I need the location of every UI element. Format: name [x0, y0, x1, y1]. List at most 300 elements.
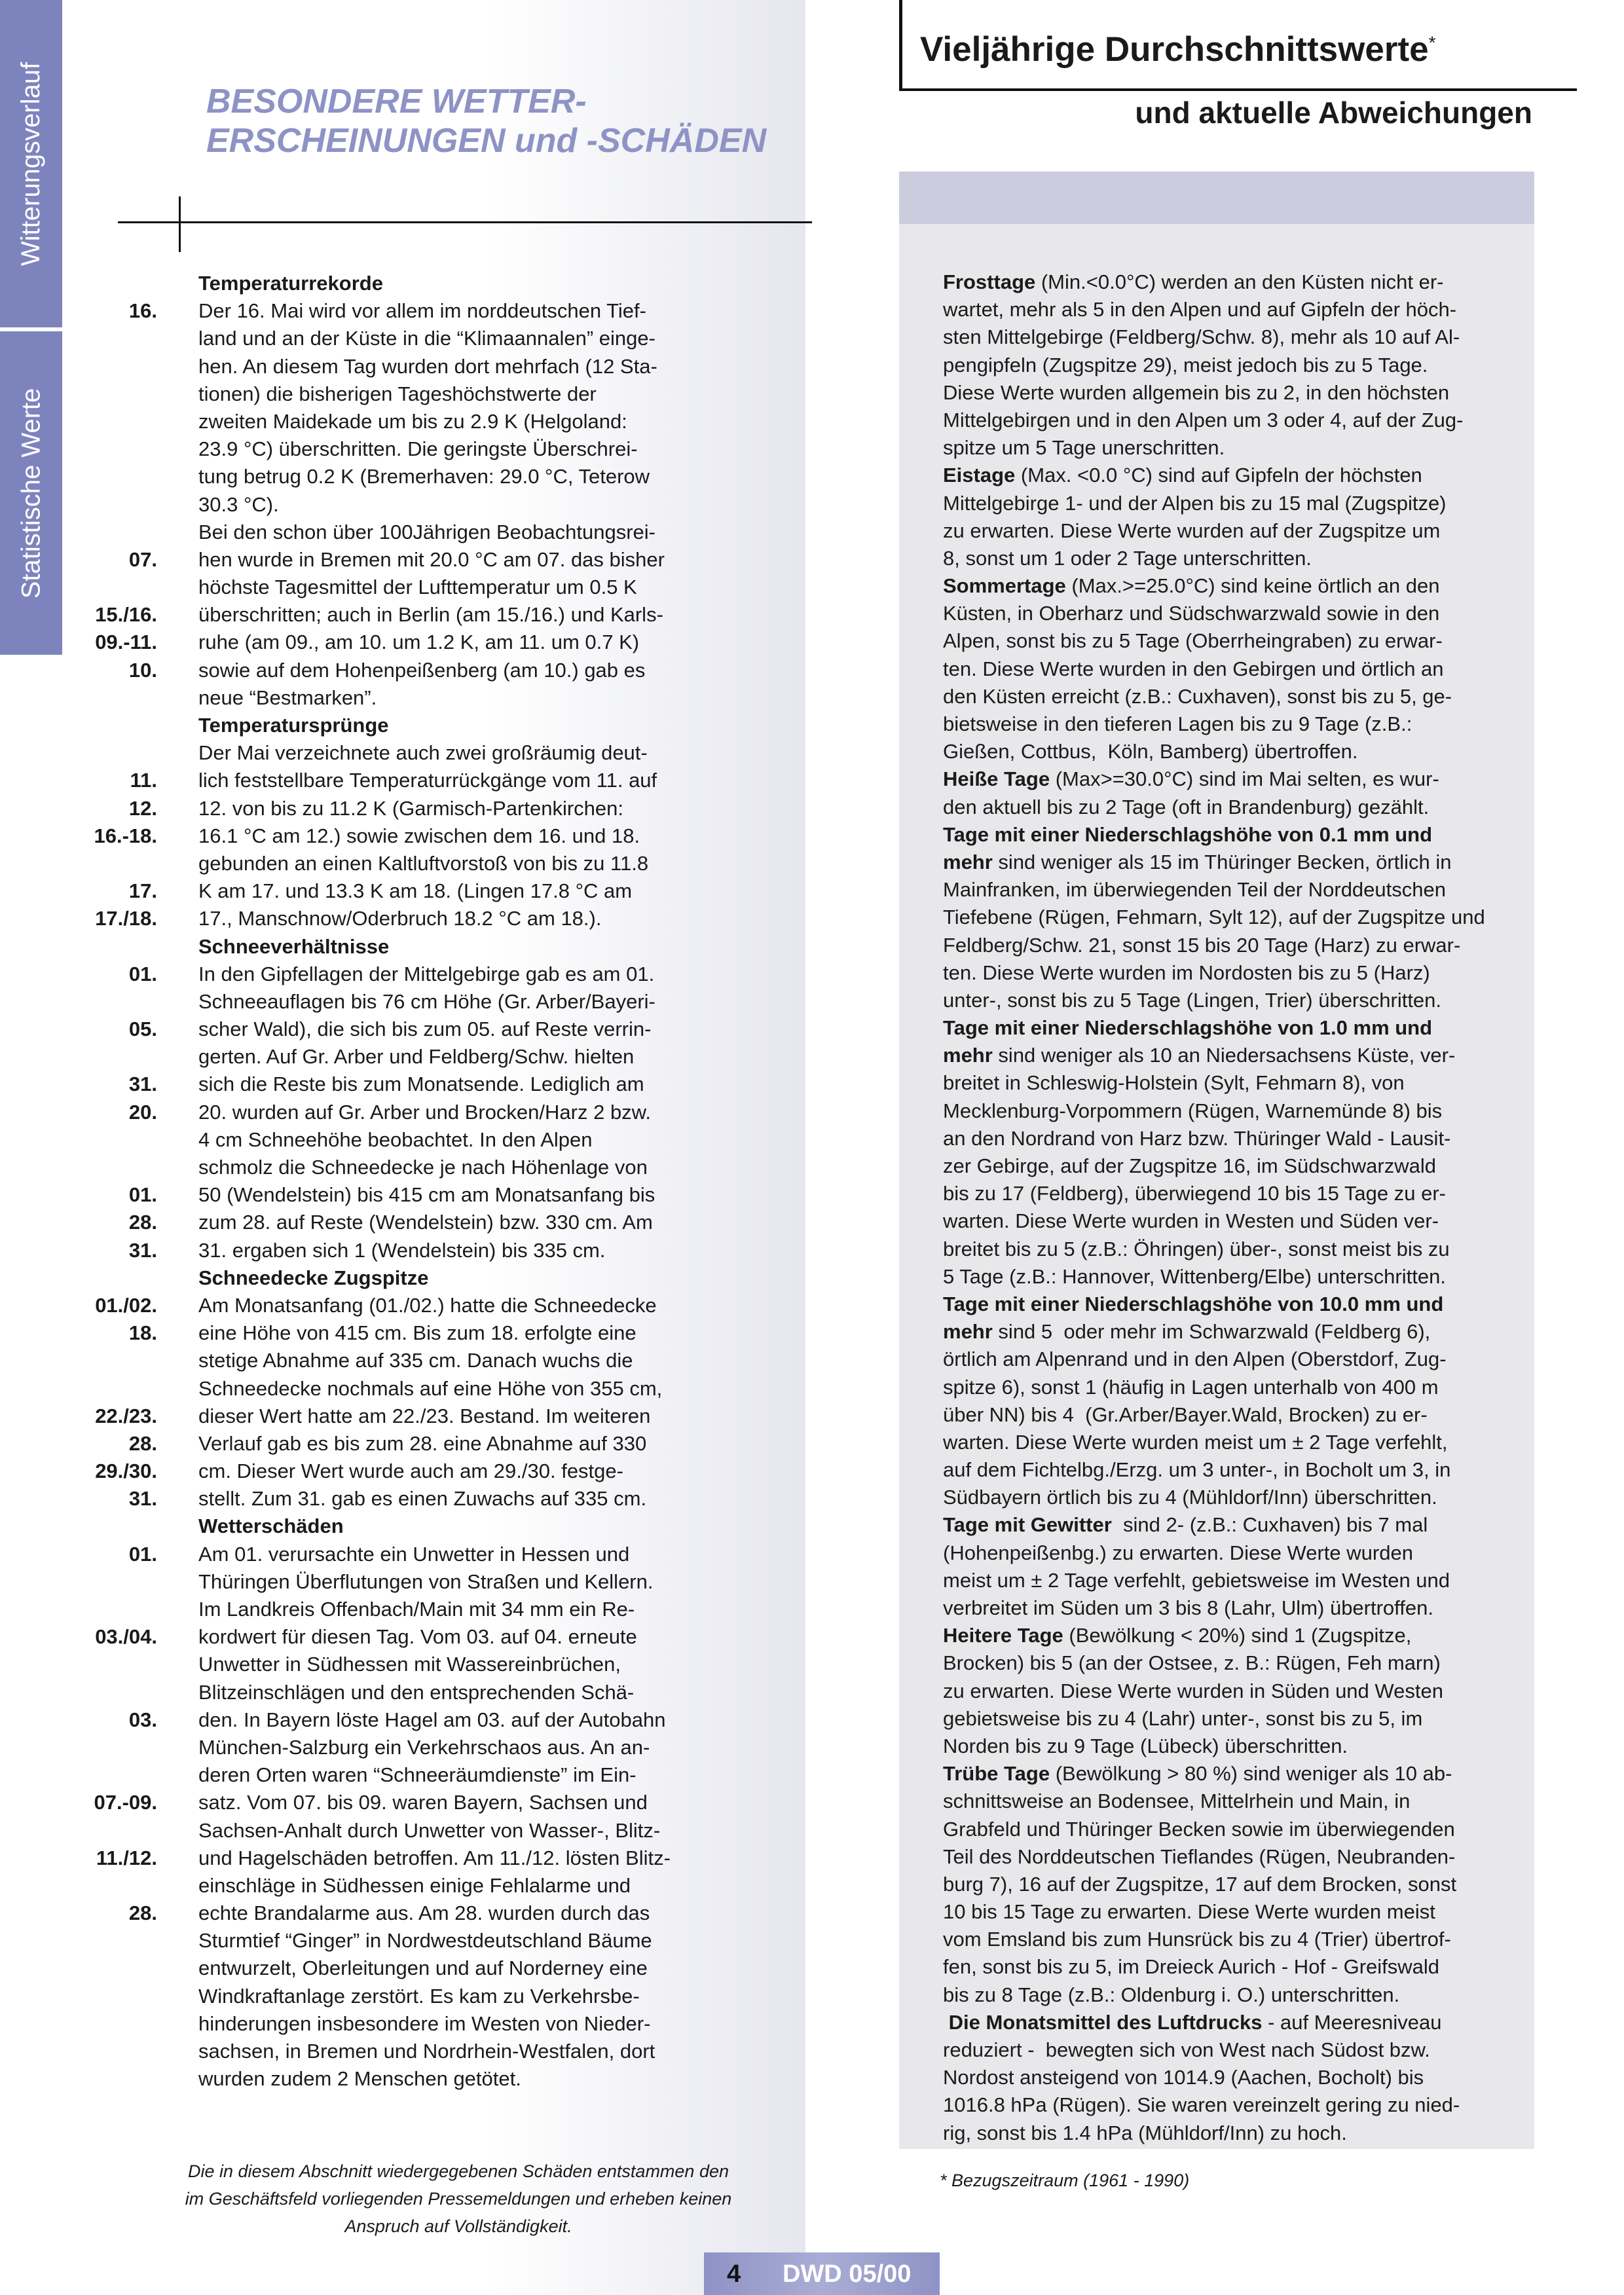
text-line	[943, 600, 1519, 627]
section-title	[206, 82, 796, 160]
text-row	[72, 601, 792, 629]
sidebar-tab-label: Witterungsverlauf	[16, 62, 46, 266]
day-marker: 16.-18.	[94, 824, 157, 847]
text-segment: Gießen, Cottbus, Köln, Bamberg) übertroffen.	[943, 740, 1358, 763]
day-marker: 31.	[128, 1487, 157, 1511]
text-line	[943, 710, 1519, 738]
text-segment: sten Mittelgebirge (Feldberg/Schw. 8), mehr als 10 auf Al-	[943, 325, 1460, 349]
text-segment: vom Emsland bis zum Hunsrück bis zu 4 (Trier) übertrof-	[943, 1928, 1451, 1951]
text-segment: gebietsweise bis zu 4 (Lahr) unter-, sonst bis zu 5, im	[943, 1706, 1423, 1730]
text-line	[943, 2091, 1519, 2119]
text-row	[72, 546, 792, 574]
subheading: Temperatursprünge	[198, 714, 389, 737]
body-line: neue “Bestmarken”.	[198, 686, 377, 709]
text-segment: verbreitet im Süden um 3 bis 8 (Lahr, Ulm) übertroffen.	[943, 1596, 1433, 1619]
text-segment: Mittelgebirgen und in den Alpen um 3 oder 4, auf der Zug-	[943, 408, 1464, 431]
text-line	[943, 904, 1519, 931]
day-marker: 17.	[128, 879, 157, 903]
text-line	[943, 545, 1519, 572]
body-line: lich feststellbare Temperaturrückgänge vom 11. auf	[198, 769, 657, 792]
text-row	[72, 519, 792, 546]
body-line: 16.1 °C am 12.) sowie zwischen dem 16. und 18.	[198, 824, 640, 847]
body-line: deren Orten waren “Schneeräumdienste” im Ein-	[198, 1763, 637, 1787]
text-row	[72, 2065, 792, 2093]
text-row	[72, 933, 792, 961]
day-marker: 01.	[128, 962, 157, 985]
bold-term: Tage mit einer Niederschlagshöhe von 0.1 mm und	[943, 822, 1433, 846]
text-line	[943, 1180, 1519, 1207]
day-marker: 11./12.	[96, 1846, 157, 1869]
text-line	[943, 1456, 1519, 1484]
body-line: 31. ergaben sich 1 (Wendelstein) bis 335 cm.	[198, 1238, 606, 1262]
day-marker: 31.	[128, 1238, 157, 1262]
text-row	[72, 270, 792, 297]
text-segment: sind 5 oder mehr im Schwarzwald (Feldberg 6),	[992, 1320, 1431, 1344]
text-segment: bietsweise in den tieferen Lagen bis zu 9 Tage (z.B.:	[943, 712, 1412, 735]
text-line	[943, 1511, 1519, 1539]
body-line: kordwert für diesen Tag. Vom 03. auf 04. erneute	[198, 1625, 637, 1649]
text-segment: unter-, sonst bis zu 5 Tage (Lingen, Trier) überschritten.	[943, 988, 1442, 1012]
text-line	[943, 2064, 1519, 2091]
text-row	[72, 1264, 792, 1292]
text-line	[943, 517, 1519, 545]
body-line: zum 28. auf Reste (Wendelstein) bzw. 330 cm. Am	[198, 1211, 653, 1234]
text-row	[72, 657, 792, 684]
text-segment: fen, sonst bis zu 5, im Dreieck Aurich - Hof - Greifswald	[943, 1955, 1440, 1979]
sidebar-tab-statistische-werte[interactable]	[0, 331, 62, 655]
text-segment: Diese Werte wurden allgemein bis zu 2, in den höchsten	[943, 380, 1450, 404]
text-line	[943, 490, 1519, 517]
text-segment: zer Gebirge, auf der Zugspitze 16, im Südschwarzwald	[943, 1154, 1436, 1177]
text-line	[943, 1622, 1519, 1649]
body-line: echte Brandalarme aus. Am 28. wurden durch das	[198, 1901, 650, 1925]
text-line	[943, 959, 1519, 987]
text-line	[943, 1539, 1519, 1567]
right-subtitle: und aktuelle Abweichungen	[1135, 96, 1532, 130]
weather-events-text	[72, 270, 792, 2093]
text-line	[943, 296, 1519, 323]
text-line	[943, 1981, 1519, 2009]
body-line: Windkraftanlage zerstört. Es kam zu Verkehrsbe-	[198, 1984, 640, 2008]
body-line: Schneedecke nochmals auf eine Höhe von 355 cm,	[198, 1376, 663, 1400]
text-segment: Nordost ansteigend von 1014.9 (Aachen, Bocholt) bis	[943, 2066, 1424, 2089]
text-segment: spitze 6), sonst 1 (häufig in Lagen unterhalb von 400 m	[943, 1375, 1439, 1399]
body-line: stetige Abnahme auf 335 cm. Danach wuchs die	[198, 1349, 633, 1372]
day-marker: 01.	[128, 1183, 157, 1207]
text-segment: burg 7), 16 auf der Zugspitze, 17 auf dem Brocken, sonst	[943, 1872, 1457, 1896]
issue-label: DWD 05/00	[783, 2260, 912, 2288]
body-line: hen wurde in Bremen mit 20.0 °C am 07. das bisher	[198, 547, 665, 571]
note-line: im Geschäftsfeld vorliegenden Pressemeldungen und erheben keinen	[185, 2189, 732, 2209]
text-row	[72, 325, 792, 352]
text-row	[72, 1817, 792, 1845]
text-row	[72, 1789, 792, 1816]
text-segment: meist um ± 2 Tage verfehlt, gebietsweise im Westen und	[943, 1568, 1450, 1592]
text-row	[72, 1955, 792, 1982]
text-line	[943, 1816, 1519, 1843]
body-line: einschläge in Südhessen einige Fehlalarme und	[198, 1873, 631, 1897]
text-segment: schnittsweise an Bodensee, Mittelrhein und Main, in	[943, 1790, 1411, 1813]
text-line	[943, 1401, 1519, 1429]
text-line	[943, 1926, 1519, 1953]
day-marker: 18.	[128, 1321, 157, 1345]
text-row	[72, 1126, 792, 1154]
text-segment: ten. Diese Werte wurden im Nordosten bis zu 5 (Harz)	[943, 961, 1430, 984]
text-line	[943, 987, 1519, 1014]
text-row	[72, 905, 792, 932]
day-marker: 20.	[128, 1100, 157, 1124]
bold-term: mehr	[943, 1044, 993, 1067]
text-row	[72, 1154, 792, 1181]
text-segment: Mecklenburg-Vorpommern (Rügen, Warnemünde 8) bis	[943, 1099, 1443, 1122]
day-marker: 03./04.	[95, 1625, 157, 1649]
day-marker: 16.	[128, 299, 157, 323]
text-row	[72, 435, 792, 463]
day-marker: 01./02.	[95, 1293, 157, 1317]
text-row	[72, 684, 792, 712]
text-row	[72, 574, 792, 601]
text-segment: 5 Tage (z.B.: Hannover, Wittenberg/Elbe) unterschritten.	[943, 1264, 1446, 1288]
text-line	[943, 1263, 1519, 1291]
bold-term: Die Monatsmittel des Luftdrucks	[943, 2010, 1263, 2034]
subheading: Temperaturrekorde	[198, 272, 383, 295]
body-line: überschritten; auch in Berlin (am 15./16.) und Karls-	[198, 603, 663, 627]
text-segment: zu erwarten. Diese Werte wurden in Süden und Westen	[943, 1679, 1443, 1702]
text-segment: Tiefebene (Rügen, Fehmarn, Sylt 12), auf der Zugspitze und	[943, 906, 1485, 929]
text-row	[72, 1596, 792, 1623]
text-row	[72, 408, 792, 435]
right-title-mark: *	[1428, 32, 1436, 53]
body-line: tung betrug 0.2 K (Bremerhaven: 29.0 °C, Teterow	[198, 465, 650, 488]
body-line: Bei den schon über 100Jährigen Beobachtungsrei-	[198, 520, 655, 543]
body-line: Sturmtief “Ginger” in Nordwestdeutschland Bäume	[198, 1929, 652, 1953]
day-marker: 12.	[128, 796, 157, 820]
text-line	[943, 1014, 1519, 1042]
text-row	[72, 1541, 792, 1568]
day-marker: 10.	[128, 658, 157, 682]
day-marker: 07.	[128, 547, 157, 571]
body-line: 20. wurden auf Gr. Arber und Brocken/Harz 2 bzw.	[198, 1100, 651, 1124]
text-line	[943, 323, 1519, 351]
day-marker: 28.	[128, 1211, 157, 1234]
text-line	[943, 407, 1519, 434]
text-row	[72, 1927, 792, 1955]
bold-term: Tage mit Gewitter	[943, 1513, 1112, 1537]
body-line: In den Gipfellagen der Mittelgebirge gab es am 01.	[198, 962, 655, 985]
text-segment: wartet, mehr als 5 in den Alpen und auf Gipfeln der höch-	[943, 298, 1457, 321]
body-line: gebunden an einen Kaltluftvorstoß von bis zu 11.8	[198, 851, 649, 875]
text-line	[943, 379, 1519, 407]
text-segment: (Bewölkung > 80 %) sind weniger als 10 ab-	[1050, 1762, 1452, 1786]
sidebar	[0, 0, 62, 655]
body-line: den. In Bayern löste Hagel am 03. auf der Autobahn	[198, 1708, 666, 1731]
text-line	[943, 765, 1519, 793]
text-line	[943, 1594, 1519, 1622]
text-row	[72, 629, 792, 656]
subheading: Schneeverhältnisse	[198, 934, 390, 958]
body-line: scher Wald), die sich bis zum 05. auf Reste verrin-	[198, 1018, 652, 1041]
text-row	[72, 795, 792, 822]
body-line: ruhe (am 09., am 10. um 1.2 K, am 11. um 0.7 K)	[198, 631, 640, 654]
text-line	[943, 268, 1519, 296]
text-line	[943, 932, 1519, 959]
text-row	[72, 1458, 792, 1485]
text-segment: ten. Diese Werte wurden in den Gebirgen und örtlich an	[943, 657, 1444, 680]
sidebar-tab-witterungsverlauf[interactable]	[0, 0, 62, 327]
day-marker: 01.	[128, 1542, 157, 1566]
text-segment: an den Nordrand von Harz bzw. Thüringer Wald - Lausit-	[943, 1126, 1451, 1150]
text-segment: örtlich am Alpenrand und in den Alpen (Oberstdorf, Zug-	[943, 1348, 1447, 1371]
text-row	[72, 1430, 792, 1458]
text-line	[943, 434, 1519, 462]
body-line: 4 cm Schneehöhe beobachtet. In den Alpen	[198, 1128, 593, 1151]
note-line: Die in diesem Abschnitt wiedergegebenen Schäden entstammen den	[187, 2161, 729, 2181]
text-line	[943, 627, 1519, 655]
text-row	[72, 1872, 792, 1900]
text-segment: Alpen, sonst bis zu 5 Tage (Oberrheingraben) zu erwar-	[943, 629, 1443, 653]
body-line: und Hagelschäden betroffen. Am 11./12. lösten Blitz-	[198, 1846, 671, 1869]
text-line	[943, 1843, 1519, 1871]
text-line	[943, 1097, 1519, 1125]
text-row	[72, 1679, 792, 1706]
text-segment: warten. Diese Werte wurden in Westen und Süden ver-	[943, 1209, 1439, 1233]
text-segment: sind weniger als 15 im Thüringer Becken, örtlich in	[992, 850, 1452, 873]
day-marker: 03.	[128, 1708, 157, 1731]
text-line	[943, 2036, 1519, 2064]
text-line	[943, 352, 1519, 379]
body-line: sich die Reste bis zum Monatsende. Lediglich am	[198, 1073, 644, 1096]
body-line: höchste Tagesmittel der Lufttemperatur um 0.5 K	[198, 576, 637, 599]
text-segment: rig, sonst bis 1.4 hPa (Mühldorf/Inn) zu hoch.	[943, 2121, 1347, 2144]
body-line: Am Monatsanfang (01./02.) hatte die Schneedecke	[198, 1293, 657, 1317]
text-row	[72, 2038, 792, 2065]
text-row	[72, 1319, 792, 1347]
subheading: Schneedecke Zugspitze	[198, 1266, 429, 1289]
right-title-text: Vieljährige Durchschnittswerte	[920, 30, 1429, 69]
body-line: Am 01. verursachte ein Unwetter in Hessen und	[198, 1542, 630, 1566]
bold-term: Heiße Tage	[943, 767, 1050, 791]
text-row	[72, 712, 792, 739]
body-line: cm. Dieser Wert wurde auch am 29./30. festge-	[198, 1460, 623, 1483]
text-segment: auf dem Fichtelbg./Erzg. um 3 unter-, in Bocholt um 3, in	[943, 1458, 1451, 1482]
bold-term: mehr	[943, 850, 993, 873]
text-segment: Südbayern örtlich bis zu 4 (Mühldorf/Inn) überschritten.	[943, 1486, 1437, 1509]
text-segment: bis zu 17 (Feldberg), überwiegend 10 bis 15 Tage zu er-	[943, 1182, 1446, 1205]
day-marker: 15./16.	[95, 603, 157, 627]
text-segment: warten. Diese Werte wurden meist um ± 2 Tage verfehlt,	[943, 1430, 1448, 1454]
body-line: Unwetter in Südhessen mit Wassereinbrüchen,	[198, 1653, 621, 1676]
body-line: zweiten Maidekade um bis zu 2.9 K (Helgoland:	[198, 409, 627, 433]
text-line	[943, 2120, 1519, 2147]
bold-term: mehr	[943, 1320, 993, 1344]
text-segment: 1016.8 hPa (Rügen). Sie waren vereinzelt gering zu nied-	[943, 2093, 1460, 2117]
text-line	[943, 1898, 1519, 1926]
text-row	[72, 1016, 792, 1043]
body-line: 50 (Wendelstein) bis 415 cm am Monatsanfang bis	[198, 1183, 655, 1207]
day-marker: 28.	[128, 1431, 157, 1455]
day-marker: 31.	[128, 1073, 157, 1096]
text-line	[943, 1567, 1519, 1594]
body-line: wurden zudem 2 Menschen getötet.	[198, 2067, 521, 2091]
text-segment: (Max>=30.0°C) sind im Mai selten, es wur-	[1050, 767, 1439, 791]
body-line: sachsen, in Bremen und Nordrhein-Westfalen, dort	[198, 2040, 655, 2063]
text-row	[72, 1651, 792, 1678]
text-segment: sind 2- (z.B.: Cuxhaven) bis 7 mal	[1111, 1513, 1428, 1537]
text-segment: (Bewölkung < 20%) sind 1 (Zugspitze,	[1063, 1624, 1412, 1647]
text-row	[72, 1845, 792, 1872]
text-segment: (Max. <0.0 °C) sind auf Gipfeln der höchsten	[1015, 464, 1422, 487]
text-line	[943, 1429, 1519, 1456]
bold-term: Sommertage	[943, 574, 1066, 598]
text-line	[943, 1236, 1519, 1263]
right-header-bar	[899, 172, 1534, 224]
text-line	[943, 1291, 1519, 1318]
text-segment: zu erwarten. Diese Werte wurden auf der Zugspitze um	[943, 519, 1441, 542]
text-segment: spitze um 5 Tage unerschritten.	[943, 436, 1225, 460]
text-segment: den aktuell bis zu 2 Tage (oft in Brandenburg) gezählt.	[943, 795, 1430, 818]
body-line: 12. von bis zu 11.2 K (Garmisch-Partenkirchen:	[198, 796, 623, 820]
text-line	[943, 1125, 1519, 1152]
text-line	[943, 572, 1519, 600]
text-line	[943, 1374, 1519, 1401]
text-row	[72, 961, 792, 988]
page-number: 4	[727, 2260, 741, 2288]
text-row	[72, 1900, 792, 1927]
text-segment: 10 bis 15 Tage zu erwarten. Diese Werte wurden meist	[943, 1900, 1435, 1924]
text-segment: Mainfranken, im überwiegenden Teil der Norddeutschen	[943, 878, 1446, 902]
text-line	[943, 683, 1519, 710]
text-segment: den Küsten erreicht (z.B.: Cuxhaven), sonst bis zu 5, ge-	[943, 684, 1452, 708]
body-line: K am 17. und 13.3 K am 18. (Lingen 17.8 °C am	[198, 879, 633, 903]
body-line: Der Mai verzeichnete auch zwei großräumig deut-	[198, 741, 648, 765]
body-line: entwurzelt, Oberleitungen und auf Norderney eine	[198, 1956, 648, 1980]
text-line	[943, 1953, 1519, 1981]
text-row	[72, 988, 792, 1016]
text-row	[72, 1568, 792, 1596]
text-row	[72, 822, 792, 850]
text-line	[943, 462, 1519, 489]
text-row	[72, 1181, 792, 1209]
text-segment: breitet in Schleswig-Holstein (Sylt, Fehmarn 8), von	[943, 1071, 1405, 1095]
body-line: schmolz die Schneedecke je nach Höhenlage von	[198, 1156, 648, 1179]
text-segment: Grabfeld und Thüringer Becken sowie im überwiegenden	[943, 1817, 1455, 1841]
bold-term: Eistage	[943, 464, 1016, 487]
text-row	[72, 1513, 792, 1540]
text-line	[943, 655, 1519, 683]
text-segment: breitet bis zu 5 (z.B.: Öhringen) über-, sonst meist bis zu	[943, 1237, 1450, 1260]
text-segment: Brocken) bis 5 (an der Ostsee, z. B.: Rügen, Feh marn)	[943, 1651, 1441, 1675]
text-row	[72, 463, 792, 490]
averages-text	[943, 268, 1519, 2147]
text-segment: sind weniger als 10 an Niedersachsens Küste, ver-	[992, 1044, 1456, 1067]
text-line	[943, 876, 1519, 904]
text-segment: (Min.<0.0°C) werden an den Küsten nicht er-	[1035, 270, 1444, 293]
text-row	[72, 297, 792, 325]
text-segment: Feldberg/Schw. 21, sonst 15 bis 20 Tage (Harz) zu erwar-	[943, 933, 1461, 957]
text-row	[72, 1071, 792, 1098]
day-marker: 11.	[130, 769, 157, 792]
day-marker: 05.	[128, 1018, 157, 1041]
bold-term: Heitere Tage	[943, 1624, 1063, 1647]
text-row	[72, 1099, 792, 1126]
text-line	[943, 1871, 1519, 1898]
section-title-line1: BESONDERE WETTER-	[206, 83, 587, 120]
body-line: Im Landkreis Offenbach/Main mit 34 mm ein Re-	[198, 1598, 635, 1621]
text-segment: Teil des Norddeutschen Tieflandes (Rügen, Neubranden-	[943, 1845, 1456, 1868]
text-line	[943, 1705, 1519, 1733]
title-rule-tick	[179, 196, 181, 252]
text-row	[72, 1734, 792, 1761]
body-line: Sachsen-Anhalt durch Unwetter von Wasser-, Blitz-	[198, 1818, 661, 1842]
text-row	[72, 1209, 792, 1236]
text-line	[943, 1152, 1519, 1180]
body-line: land und an der Küste in die “Klimaannalen” einge-	[198, 327, 655, 350]
text-line	[943, 1678, 1519, 1705]
text-line	[943, 2009, 1519, 2036]
title-rule	[118, 221, 812, 223]
text-row	[72, 380, 792, 408]
text-line	[943, 794, 1519, 821]
day-marker: 28.	[128, 1901, 157, 1925]
day-marker: 09.-11.	[95, 631, 157, 654]
bold-term: Tage mit einer Niederschlagshöhe von 10.0 mm und	[943, 1292, 1444, 1315]
text-row	[72, 1403, 792, 1430]
text-row	[72, 1983, 792, 2010]
text-line	[943, 1042, 1519, 1069]
text-segment: bis zu 8 Tage (z.B.: Oldenburg i. O.) unterschritten.	[943, 1983, 1400, 2006]
text-line	[943, 1346, 1519, 1373]
sidebar-tab-label: Statistische Werte	[16, 388, 46, 598]
body-line: 23.9 °C) überschritten. Die geringste Überschrei-	[198, 437, 638, 461]
text-row	[72, 1623, 792, 1651]
text-row	[72, 850, 792, 877]
body-line: 17., Manschnow/Oderbruch 18.2 °C am 18.).	[198, 907, 602, 930]
body-line: Der 16. Mai wird vor allem im norddeutschen Tief-	[198, 299, 646, 323]
body-line: hinderungen insbesondere im Westen von Nieder-	[198, 2011, 651, 2035]
text-row	[72, 1043, 792, 1071]
text-row	[72, 353, 792, 380]
body-line: hen. An diesem Tag wurden dort mehrfach (12 Sta-	[198, 354, 657, 378]
body-line: gerten. Auf Gr. Arber und Feldberg/Schw. hielten	[198, 1045, 635, 1069]
text-row	[72, 1706, 792, 1734]
bold-term: Tage mit einer Niederschlagshöhe von 1.0 mm und	[943, 1016, 1433, 1040]
text-row	[72, 1292, 792, 1319]
body-line: satz. Vom 07. bis 09. waren Bayern, Sachsen und	[198, 1791, 648, 1814]
body-line: stellt. Zum 31. gab es einen Zuwachs auf 335 cm.	[198, 1487, 647, 1511]
body-line: 30.3 °C).	[198, 492, 279, 516]
damage-source-note	[151, 2157, 766, 2240]
body-line: Blitzeinschlägen und den entsprechenden Schä-	[198, 1680, 635, 1704]
text-line	[943, 1484, 1519, 1511]
text-row	[72, 1237, 792, 1264]
text-segment: über NN) bis 4 (Gr.Arber/Bayer.Wald, Brocken) zu er-	[943, 1403, 1428, 1426]
right-title	[920, 29, 1436, 69]
text-row	[72, 1485, 792, 1513]
body-line: Verlauf gab es bis zum 28. eine Abnahme auf 330	[198, 1431, 647, 1455]
body-line: tionen) die bisherigen Tageshöchstwerte der	[198, 382, 597, 405]
subheading: Wetterschäden	[198, 1515, 344, 1538]
reference-period-note: * Bezugszeitraum (1961 - 1990)	[940, 2171, 1190, 2190]
text-line	[943, 738, 1519, 765]
text-row	[72, 767, 792, 794]
body-line: sowie auf dem Hohenpeißenberg (am 10.) gab es	[198, 658, 646, 682]
text-segment: (Hohenpeißenbg.) zu erwarten. Diese Werte wurden	[943, 1541, 1413, 1564]
text-row	[72, 2010, 792, 2038]
body-line: dieser Wert hatte am 22./23. Bestand. Im weiteren	[198, 1404, 651, 1427]
text-line	[943, 1207, 1519, 1235]
text-row	[72, 877, 792, 905]
body-line: eine Höhe von 415 cm. Bis zum 18. erfolgte eine	[198, 1321, 637, 1345]
